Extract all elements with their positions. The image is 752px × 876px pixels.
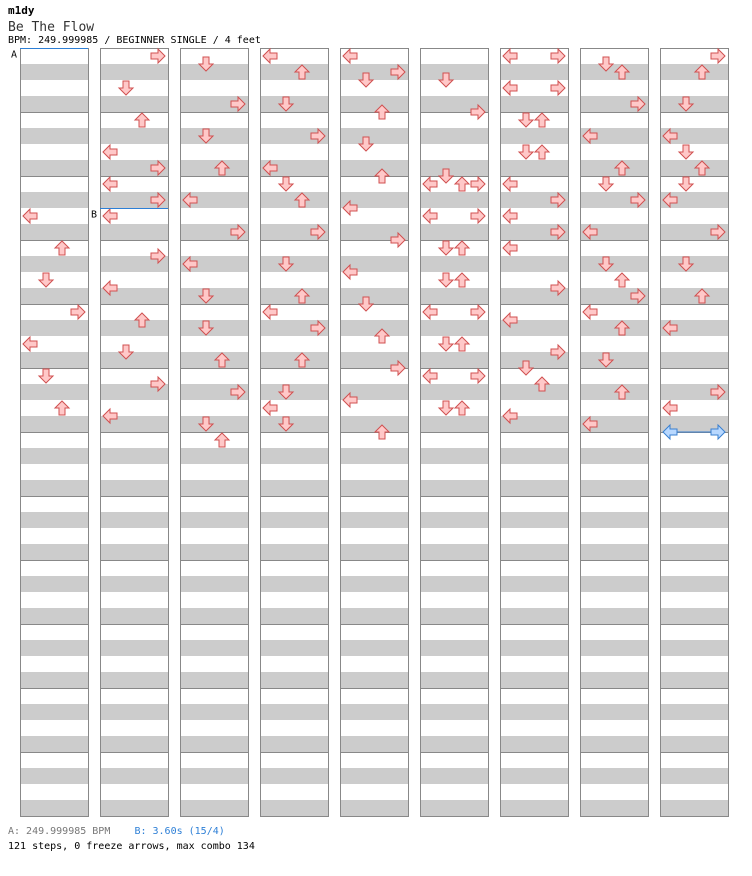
stripe	[20, 704, 88, 720]
stripe	[340, 416, 408, 432]
arrow-left-icon	[263, 49, 277, 63]
arrow-up-icon	[215, 433, 229, 447]
arrow-down-icon	[679, 145, 693, 159]
arrow-left-icon	[423, 369, 437, 383]
stripe	[340, 128, 408, 144]
chart-info: BPM: 249.999985 / BEGINNER SINGLE / 4 feet	[8, 35, 261, 46]
stripe	[100, 224, 168, 240]
stripe	[20, 800, 88, 816]
arrow-left-icon	[503, 177, 517, 191]
stripe	[180, 544, 248, 560]
stripe	[20, 192, 88, 208]
arrow-down-icon	[439, 241, 453, 255]
stripe	[420, 224, 488, 240]
arrow-up-icon	[455, 177, 469, 191]
arrow-right-icon	[471, 305, 485, 319]
stripe	[260, 544, 328, 560]
stripe	[420, 448, 488, 464]
stripe	[580, 608, 648, 624]
stripe	[500, 672, 568, 688]
stripe	[580, 768, 648, 784]
stripe	[180, 288, 248, 304]
stripe	[260, 352, 328, 368]
stripe	[260, 768, 328, 784]
marker-label-B: B	[91, 209, 98, 221]
stripe	[180, 672, 248, 688]
stripe	[420, 640, 488, 656]
stripe	[420, 544, 488, 560]
stripe	[420, 64, 488, 80]
stripe	[420, 736, 488, 752]
arrow-up-icon	[55, 401, 69, 415]
stripe	[500, 576, 568, 592]
stripe	[100, 480, 168, 496]
arrow-down-icon	[439, 337, 453, 351]
stripe	[660, 480, 728, 496]
stripe	[260, 736, 328, 752]
stripe	[500, 448, 568, 464]
stripe	[340, 640, 408, 656]
arrow-up-icon	[55, 241, 69, 255]
stripe	[180, 160, 248, 176]
stripe	[580, 64, 648, 80]
arrow-left-icon	[103, 145, 117, 159]
stripe	[20, 128, 88, 144]
stripe	[340, 288, 408, 304]
stripe	[580, 160, 648, 176]
stripe	[260, 96, 328, 112]
stripe	[260, 192, 328, 208]
stripe	[100, 352, 168, 368]
stripe	[580, 512, 648, 528]
stripe	[420, 576, 488, 592]
stripe	[500, 800, 568, 816]
stripe	[420, 800, 488, 816]
stripe	[100, 736, 168, 752]
stripe	[180, 736, 248, 752]
stripe	[180, 64, 248, 80]
arrow-left-icon	[343, 49, 357, 63]
stripe	[420, 672, 488, 688]
arrow-left-icon	[23, 209, 37, 223]
arrow-down-icon	[679, 177, 693, 191]
arrow-right-icon	[471, 209, 485, 223]
stripe	[260, 704, 328, 720]
arrow-right-icon	[471, 177, 485, 191]
stripe	[100, 512, 168, 528]
stripe	[500, 480, 568, 496]
stripe	[20, 96, 88, 112]
arrow-right-icon	[551, 81, 565, 95]
stripe	[500, 608, 568, 624]
arrow-down-icon	[599, 177, 613, 191]
stripe	[500, 128, 568, 144]
stripe	[660, 96, 728, 112]
stripe	[20, 384, 88, 400]
stripe	[580, 736, 648, 752]
arrow-right-icon	[471, 369, 485, 383]
arrow-up-icon	[535, 145, 549, 159]
stripe	[20, 448, 88, 464]
stripe	[340, 800, 408, 816]
stripe	[260, 256, 328, 272]
arrow-down-icon	[39, 369, 53, 383]
stripe	[660, 448, 728, 464]
stripe	[20, 768, 88, 784]
stripe	[180, 416, 248, 432]
song-title: Be The Flow	[8, 20, 95, 35]
stripe	[20, 608, 88, 624]
stripe	[420, 288, 488, 304]
stripe	[660, 768, 728, 784]
stop-info: B: 3.60s (15/4)	[134, 826, 225, 837]
stripe	[100, 544, 168, 560]
stripe	[180, 320, 248, 336]
stripe	[580, 800, 648, 816]
stripe	[180, 608, 248, 624]
stripe	[500, 736, 568, 752]
stripe	[580, 480, 648, 496]
stripe	[100, 576, 168, 592]
arrow-left-icon	[23, 337, 37, 351]
arrow-left-icon	[103, 209, 117, 223]
stripe	[20, 352, 88, 368]
stripe	[580, 704, 648, 720]
stripe	[340, 448, 408, 464]
arrow-right-icon	[151, 49, 165, 63]
stripe	[420, 192, 488, 208]
arrow-down-icon	[519, 145, 533, 159]
stripe	[580, 256, 648, 272]
stripe	[340, 96, 408, 112]
stripe	[660, 672, 728, 688]
stripe	[340, 576, 408, 592]
stripe	[100, 64, 168, 80]
stripe	[180, 800, 248, 816]
stripe	[20, 320, 88, 336]
stripe	[100, 448, 168, 464]
header-author: m1dy	[8, 4, 35, 17]
stripe	[500, 640, 568, 656]
arrow-left-icon	[423, 305, 437, 319]
stripe	[500, 704, 568, 720]
arrow-up-icon	[135, 113, 149, 127]
stripe	[180, 640, 248, 656]
arrow-down-icon	[439, 273, 453, 287]
arrow-up-icon	[535, 113, 549, 127]
stripe	[660, 800, 728, 816]
stripe	[260, 288, 328, 304]
stripe	[580, 320, 648, 336]
stripe	[20, 640, 88, 656]
stripe	[20, 64, 88, 80]
arrow-up-icon	[455, 337, 469, 351]
stripe	[340, 320, 408, 336]
stripe	[580, 384, 648, 400]
arrow-down-icon	[279, 177, 293, 191]
arrow-right-icon	[71, 305, 85, 319]
arrow-left-icon	[503, 241, 517, 255]
stripe	[420, 704, 488, 720]
stripe	[420, 384, 488, 400]
stripe	[580, 352, 648, 368]
stripe	[580, 640, 648, 656]
stripe	[500, 384, 568, 400]
stripe	[260, 480, 328, 496]
stripe	[180, 768, 248, 784]
stripe	[260, 672, 328, 688]
stripe	[660, 64, 728, 80]
arrow-left-icon	[263, 401, 277, 415]
stripe	[420, 320, 488, 336]
stripe	[420, 768, 488, 784]
stripe	[260, 416, 328, 432]
arrow-right-icon	[551, 49, 565, 63]
stripe	[340, 160, 408, 176]
stripe	[100, 800, 168, 816]
stripe	[20, 576, 88, 592]
stripe	[660, 544, 728, 560]
stripe	[500, 96, 568, 112]
arrow-down-icon	[119, 81, 133, 95]
stripe	[340, 544, 408, 560]
stripe	[340, 704, 408, 720]
stripe	[100, 608, 168, 624]
arrow-down-icon	[39, 273, 53, 287]
stripe	[100, 768, 168, 784]
stripe	[420, 160, 488, 176]
stripe	[580, 576, 648, 592]
arrow-up-icon	[455, 401, 469, 415]
stripe	[20, 224, 88, 240]
stripe	[420, 352, 488, 368]
stripe	[340, 672, 408, 688]
stripe	[180, 448, 248, 464]
stripe	[180, 480, 248, 496]
footer-bpm-line	[8, 826, 225, 837]
arrow-left-icon	[423, 177, 437, 191]
stripe	[660, 704, 728, 720]
stripe	[660, 640, 728, 656]
arrow-up-icon	[455, 241, 469, 255]
stripe	[660, 288, 728, 304]
stripe	[340, 768, 408, 784]
stripe	[100, 672, 168, 688]
stripe	[500, 768, 568, 784]
stripe	[100, 704, 168, 720]
stripe	[420, 416, 488, 432]
stripe	[260, 64, 328, 80]
stripe	[100, 128, 168, 144]
stripe	[580, 448, 648, 464]
stripe	[500, 160, 568, 176]
arrow-left-icon	[423, 209, 437, 223]
stripe	[260, 384, 328, 400]
stripe	[420, 128, 488, 144]
stripe	[260, 608, 328, 624]
stripe	[500, 512, 568, 528]
stripe	[20, 288, 88, 304]
stripe	[20, 256, 88, 272]
stripe	[340, 736, 408, 752]
stripe	[20, 544, 88, 560]
stripe	[420, 256, 488, 272]
stripe	[660, 736, 728, 752]
stripe	[100, 320, 168, 336]
arrow-left-icon	[503, 209, 517, 223]
arrow-left-icon	[503, 81, 517, 95]
stripe	[20, 512, 88, 528]
arrow-right-icon	[711, 49, 725, 63]
arrow-left-icon	[663, 401, 677, 415]
stripe	[580, 672, 648, 688]
arrow-left-icon	[263, 305, 277, 319]
step-stats: 121 steps, 0 freeze arrows, max combo 134	[8, 841, 255, 852]
stripe	[420, 480, 488, 496]
arrow-left-icon	[583, 305, 597, 319]
stripe	[260, 640, 328, 656]
arrow-up-icon	[455, 273, 469, 287]
stripe	[100, 96, 168, 112]
bpm-info: A: 249.999985 BPM	[8, 826, 111, 837]
stripe	[180, 704, 248, 720]
stripe	[340, 480, 408, 496]
stripe	[660, 608, 728, 624]
marker-label-A: A	[11, 49, 18, 61]
stripe	[500, 64, 568, 80]
stripe	[100, 640, 168, 656]
stripe	[20, 416, 88, 432]
stripe	[340, 608, 408, 624]
arrow-up-icon	[615, 273, 629, 287]
arrow-left-icon	[103, 177, 117, 191]
stripe	[20, 480, 88, 496]
stripe	[180, 352, 248, 368]
stripe	[260, 448, 328, 464]
stripe	[660, 512, 728, 528]
stripe	[420, 512, 488, 528]
stripe	[500, 544, 568, 560]
arrow-down-icon	[439, 401, 453, 415]
stripe	[660, 352, 728, 368]
stripe	[340, 512, 408, 528]
stripe	[660, 160, 728, 176]
stripe	[20, 160, 88, 176]
stripe	[260, 512, 328, 528]
stripe	[180, 576, 248, 592]
stripe	[660, 256, 728, 272]
arrow-left-icon	[503, 49, 517, 63]
stripe	[580, 544, 648, 560]
stripe	[660, 576, 728, 592]
stripe	[260, 576, 328, 592]
stripe	[180, 128, 248, 144]
stripe	[420, 608, 488, 624]
stripe	[180, 512, 248, 528]
stripe	[500, 256, 568, 272]
stripe	[20, 672, 88, 688]
arrow-down-icon	[519, 113, 533, 127]
stripe	[260, 800, 328, 816]
stripe	[20, 736, 88, 752]
